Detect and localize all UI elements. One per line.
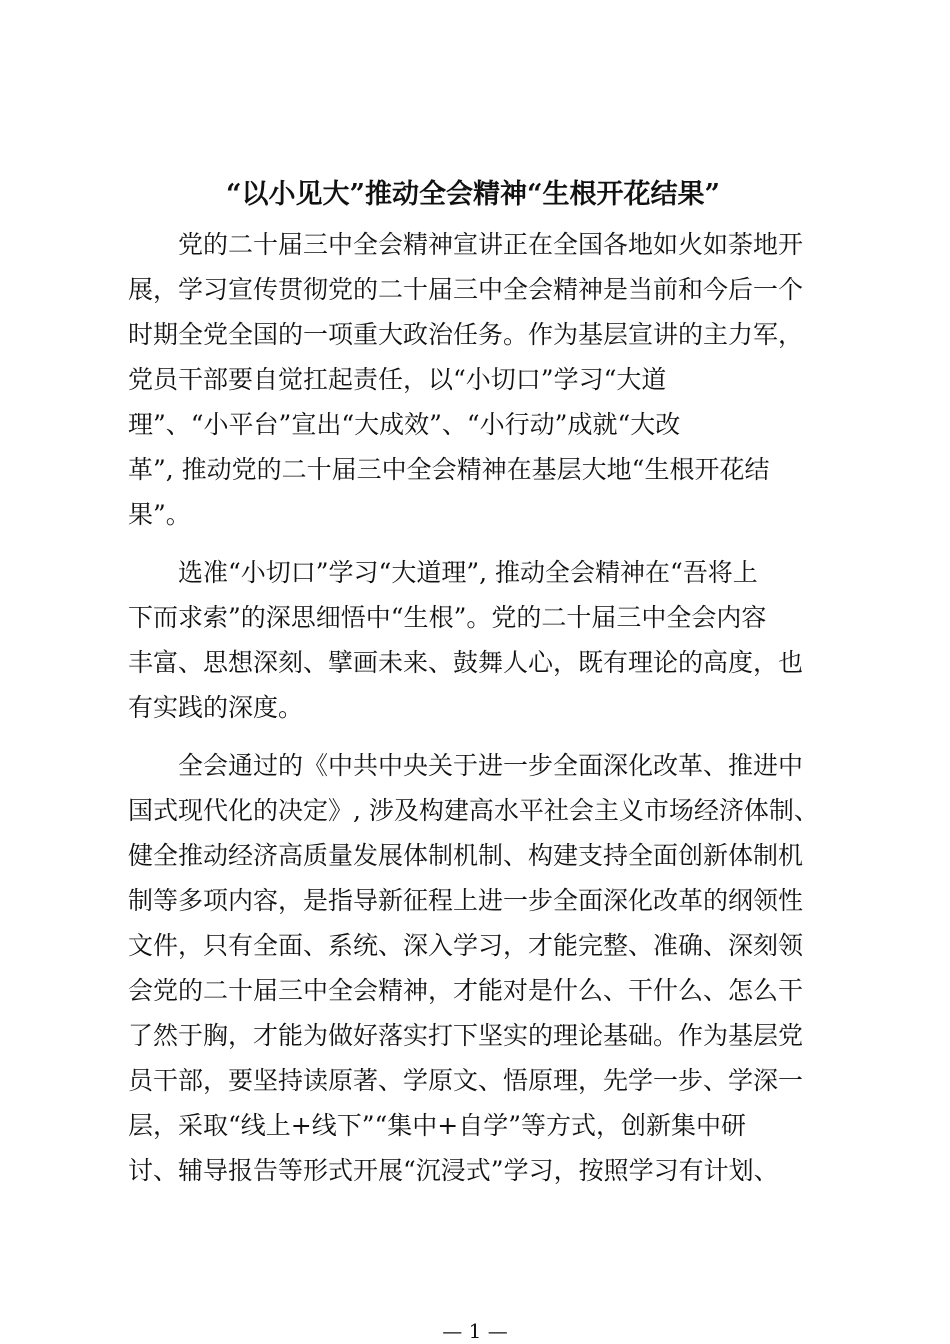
paragraph-line: 党的二十届三中全会精神宣讲正在全国各地如火如荼地开 — [128, 230, 804, 259]
paragraph-line: 全会通过的《中共中央关于进一步全面深化改革、推进中 — [128, 751, 804, 780]
paragraph-line: 会党的二十届三中全会精神，才能对是什么、干什么、怎么干 — [128, 976, 804, 1005]
paragraph-line: 理”、“小平台”宣出“大成效”、“小行动”成就“大改 — [128, 410, 681, 439]
paragraph-line: 丰富、思想深刻、擘画未来、鼓舞人心，既有理论的高度，也 — [128, 648, 804, 677]
paragraph-line: 了然于胸，才能为做好落实打下坚实的理论基础。作为基层党 — [128, 1021, 804, 1050]
paragraph-line: 选准“小切口”学习“大道理”, 推动全会精神在“吾将上 — [128, 558, 758, 587]
paragraph-line: 党员干部要自觉扛起责任，以“小切口”学习“大道 — [128, 365, 667, 394]
paragraph-line: 果”。 — [128, 500, 191, 529]
paragraph-line: 时期全党全国的一项重大政治任务。作为基层宣讲的主力军， — [128, 320, 804, 349]
paragraph-line: 展，学习宣传贯彻党的二十届三中全会精神是当前和今后一个 — [128, 275, 804, 304]
paragraph-line: 制等多项内容，是指导新征程上进一步全面深化改革的纲领性 — [128, 886, 804, 915]
document-title: “以小见大”推动全会精神“生根开花结果” — [225, 179, 721, 210]
paragraph-line: 革”, 推动党的二十届三中全会精神在基层大地“生根开花结 — [128, 455, 770, 484]
paragraph-line: 国式现代化的决定》, 涉及构建高水平社会主义市场经济体制、 — [128, 796, 819, 825]
paragraph-line: 讨、辅导报告等形式开展“沉浸式”学习，按照学习有计划、 — [128, 1156, 779, 1185]
paragraph-line: 文件，只有全面、系统、深入学习，才能完整、准确、深刻领 — [128, 931, 804, 960]
paragraph-line: 员干部，要坚持读原著、学原文、悟原理，先学一步、学深一 — [128, 1066, 804, 1095]
paragraph-line: 层，采取“线上+线下”“集中+自学”等方式，创新集中研 — [128, 1111, 747, 1140]
paragraph-line: 下而求索”的深思细悟中“生根”。党的二十届三中全会内容 — [128, 603, 767, 632]
paragraph-1 — [128, 222, 828, 537]
paragraph-line: 有实践的深度。 — [128, 693, 304, 722]
paragraph-3 — [128, 743, 828, 1193]
paragraph-2 — [128, 550, 828, 730]
paragraph-line: 健全推动经济高质量发展体制机制、构建支持全面创新体制机 — [128, 841, 804, 870]
page-number: — 1 — — [442, 1319, 508, 1343]
document-body — [128, 222, 828, 1193]
